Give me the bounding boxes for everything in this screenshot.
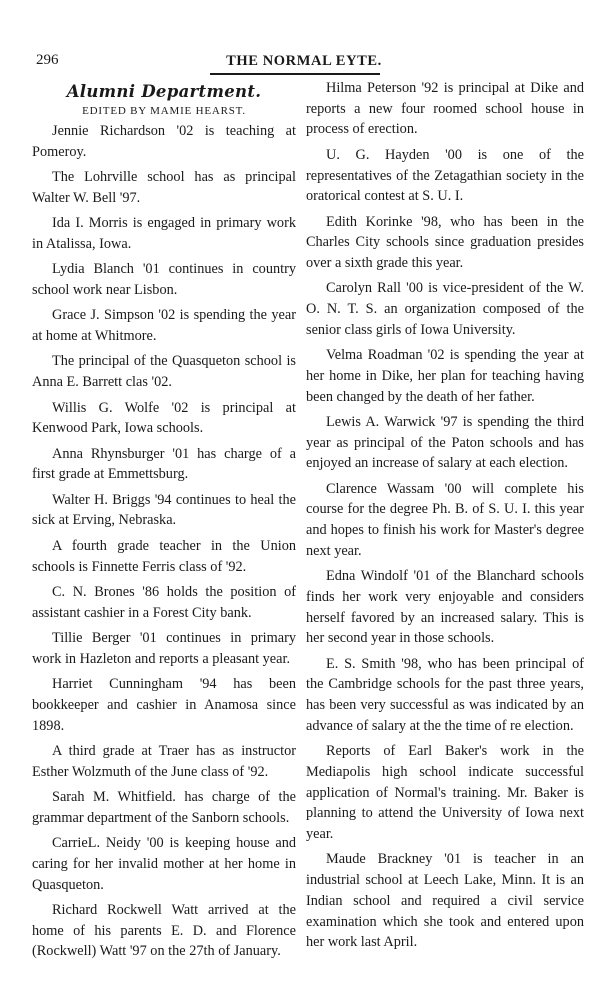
- section-title: Alumni Department.: [66, 82, 262, 101]
- right-column: [306, 78, 584, 958]
- alumni-note: CarrieL. Neidy '00 is keeping house and caring for her invalid mother at her home in Quasqueton.: [32, 835, 296, 893]
- left-column: [32, 78, 296, 967]
- alumni-note: Lewis A. Warwick '97 is spending the third year as principal of the Paton schools and has enjoyed an increase of salary at each election.: [306, 413, 584, 472]
- page-number: 296: [36, 52, 59, 68]
- alumni-note: Edna Windolf '01 of the Blanchard schools finds her work very enjoyable and considers herself favored by an increased salary. This is her second year in those schools.: [306, 568, 584, 647]
- alumni-note: Richard Rockwell Watt arrived at the home of his parents E. D. and Florence (Rockwell) Watt '97 on the 27th of January.: [32, 901, 296, 960]
- alumni-note: Reports of Earl Baker's work in the Mediapolis high school indicate successful application of Normal's training. Mr. Baker is planning to attend the University of Iowa next year.: [306, 743, 584, 843]
- alumni-note: Clarence Wassam '00 will complete his course for the degree Ph. B. of S. U. I. this year and hopes to finish his work for Master's degree next year.: [306, 480, 584, 559]
- alumni-note: Tillie Berger '01 continues in primary work in Hazleton and reports a pleasant year.: [32, 630, 296, 667]
- alumni-note: Ida I. Morris is engaged in primary work in Atalissa, Iowa.: [32, 215, 296, 252]
- alumni-note: The principal of the Quasqueton school is Anna E. Barrett clas '02.: [32, 353, 296, 391]
- alumni-note: C. N. Brones '86 holds the position of assistant cashier in a Forest City bank.: [32, 583, 296, 621]
- alumni-note: Lydia Blanch '01 continues in country school work near Lisbon.: [32, 261, 296, 298]
- alumni-note: Maude Brackney '01 is teacher in an industrial school at Leech Lake, Minn. It is an Indian school and required a civil service examination which she took and entered upon her work last April.: [306, 851, 584, 951]
- alumni-note: Willis G. Wolfe '02 is principal at Kenwood Park, Iowa schools.: [32, 399, 296, 437]
- alumni-note: A fourth grade teacher in the Union schools is Finnette Ferris class of '92.: [32, 537, 296, 575]
- alumni-note: A third grade at Traer has as instructor Esther Wolzmuth of the June class of '92.: [32, 742, 296, 780]
- alumni-note: Walter H. Briggs '94 continues to heal the sick at Erving, Nebraska.: [32, 491, 296, 529]
- editor-line: EDITED BY MAMIE HEARST.: [82, 105, 246, 117]
- running-head-title: THE NORMAL EYTE.: [226, 53, 382, 69]
- alumni-note: Jennie Richardson '02 is teaching at Pomeroy.: [32, 123, 296, 160]
- alumni-note: Anna Rhynsburger '01 has charge of a first grade at Emmettsburg.: [32, 445, 296, 483]
- alumni-note: Velma Roadman '02 is spending the year at her home in Dike, her plan for teaching having been changed by the death of her father.: [306, 347, 584, 405]
- alumni-note: Hilma Peterson '92 is principal at Dike and reports a new four roomed school house in process of erection.: [306, 80, 584, 138]
- alumni-note: U. G. Hayden '00 is one of the representatives of the Zetagathian society in the oratorical contest at S. U. I.: [306, 146, 584, 205]
- alumni-note: The Lohrville school has as principal Walter W. Bell '97.: [32, 169, 296, 206]
- alumni-note: Sarah M. Whitfield. has charge of the grammar department of the Sanborn schools.: [32, 789, 296, 826]
- alumni-note: Grace J. Simpson '02 is spending the year at home at Whitmore.: [32, 307, 296, 345]
- header-rule: [210, 73, 380, 75]
- alumni-note: E. S. Smith '98, who has been principal of the Cambridge schools for the past three years, has been very successful as was indicated by an advance of salary at the the time of re election.: [306, 655, 584, 734]
- alumni-note: Carolyn Rall '00 is vice-president of the W. O. N. T. S. an organization composed of the senior class girls of Iowa University.: [306, 280, 584, 338]
- alumni-note: Edith Korinke '98, who has been in the Charles City schools since graduation presides over a sixth grade this year.: [306, 213, 584, 271]
- alumni-note: Harriet Cunningham '94 has been bookkeeper and cashier in Anamosa since 1898.: [32, 676, 296, 734]
